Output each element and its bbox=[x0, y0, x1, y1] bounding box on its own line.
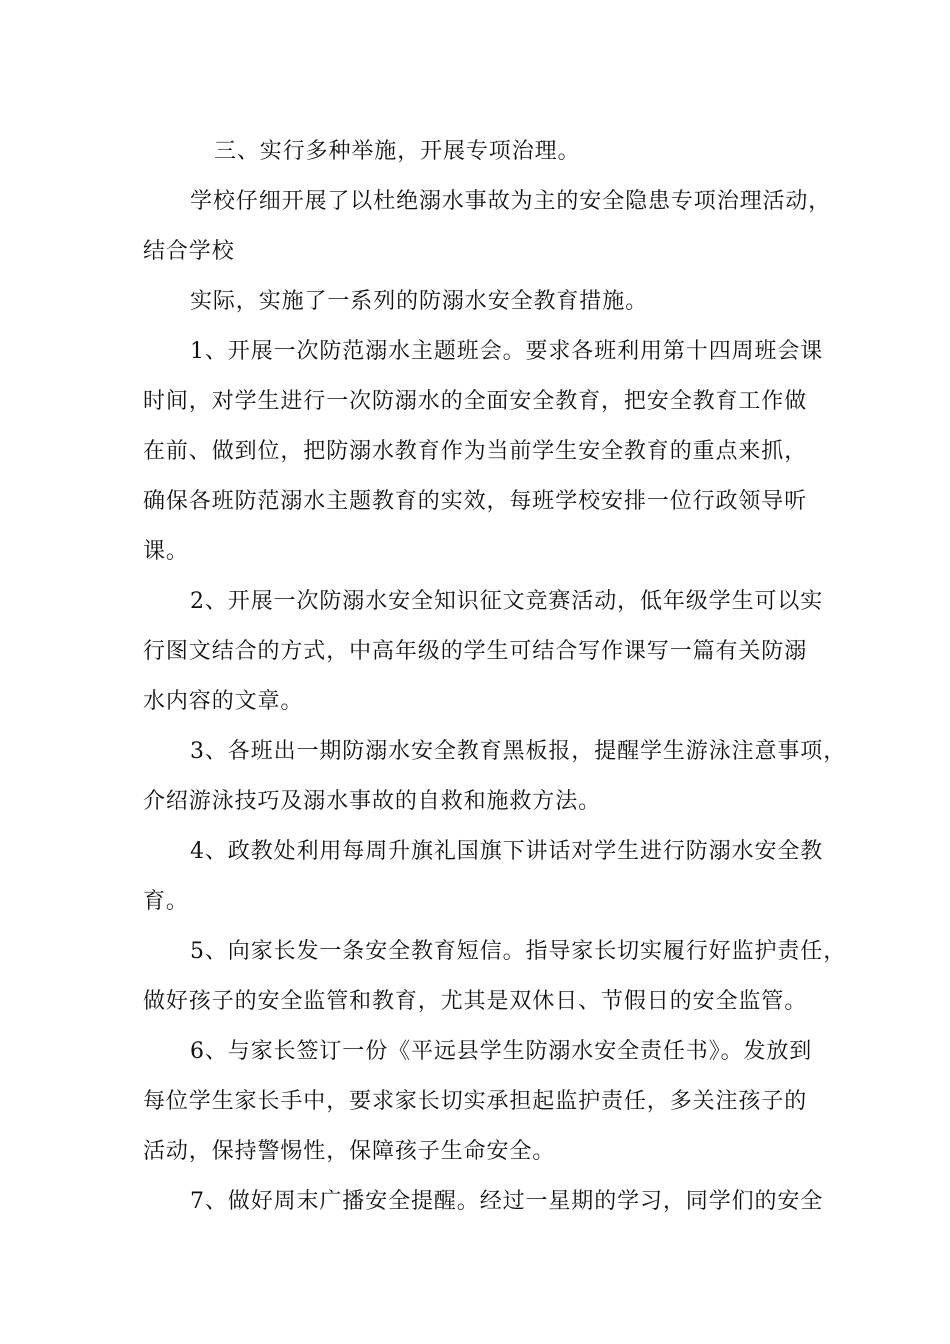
paragraph-line: 4、政教处利用每周升旗礼国旗下讲话对学生进行防溺水安全教 bbox=[190, 839, 824, 864]
section-heading: 三、实行多种举施，开展专项治理。 bbox=[214, 139, 581, 164]
paragraph-line: 7、做好周末广播安全提醒。经过一星期的学习，同学们的安全 bbox=[190, 1189, 824, 1214]
paragraph-line: 1、开展一次防范溺水主题班会。要求各班利用第十四周班会课 bbox=[190, 339, 824, 364]
paragraph-line: 课。 bbox=[143, 539, 189, 564]
paragraph-line: 介绍游泳技巧及溺水事故的自救和施救方法。 bbox=[143, 789, 602, 814]
paragraph-line: 在前、做到位，把防溺水教育作为当前学生安全教育的重点来抓， bbox=[143, 439, 808, 464]
paragraph-line: 活动，保持警惕性，保障孩子生命安全。 bbox=[143, 1139, 556, 1164]
paragraph-line: 水内容的文章。 bbox=[143, 689, 304, 714]
paragraph-line: 育。 bbox=[143, 889, 189, 914]
paragraph-line: 学校仔细开展了以杜绝溺水事故为主的安全隐患专项治理活动， bbox=[190, 189, 832, 214]
paragraph-line: 实际，实施了一系列的防溺水安全教育措施。 bbox=[190, 289, 649, 314]
paragraph-line: 结合学校 bbox=[143, 239, 235, 264]
paragraph-line: 做好孩子的安全监管和教育，尤其是双休日、节假日的安全监管。 bbox=[143, 989, 808, 1014]
paragraph-line: 6、与家长签订一份《平远县学生防溺水安全责任书》。发放到 bbox=[190, 1039, 813, 1064]
paragraph-line: 时间，对学生进行一次防溺水的全面安全教育，把安全教育工作做 bbox=[143, 389, 808, 414]
paragraph-line: 确保各班防范溺水主题教育的实效，每班学校安排一位行政领导听 bbox=[143, 489, 808, 514]
paragraph-line: 5、向家长发一条安全教育短信。指导家长切实履行好监护责任， bbox=[190, 939, 847, 964]
paragraph-line: 3、各班出一期防溺水安全教育黑板报，提醒学生游泳注意事项， bbox=[190, 739, 847, 764]
paragraph-line: 每位学生家长手中，要求家长切实承担起监护责任，多关注孩子的 bbox=[143, 1089, 808, 1114]
paragraph-line: 行图文结合的方式，中高年级的学生可结合写作课写一篇有关防溺 bbox=[143, 639, 808, 664]
paragraph-line: 2、开展一次防溺水安全知识征文竞赛活动，低年级学生可以实 bbox=[190, 589, 824, 614]
